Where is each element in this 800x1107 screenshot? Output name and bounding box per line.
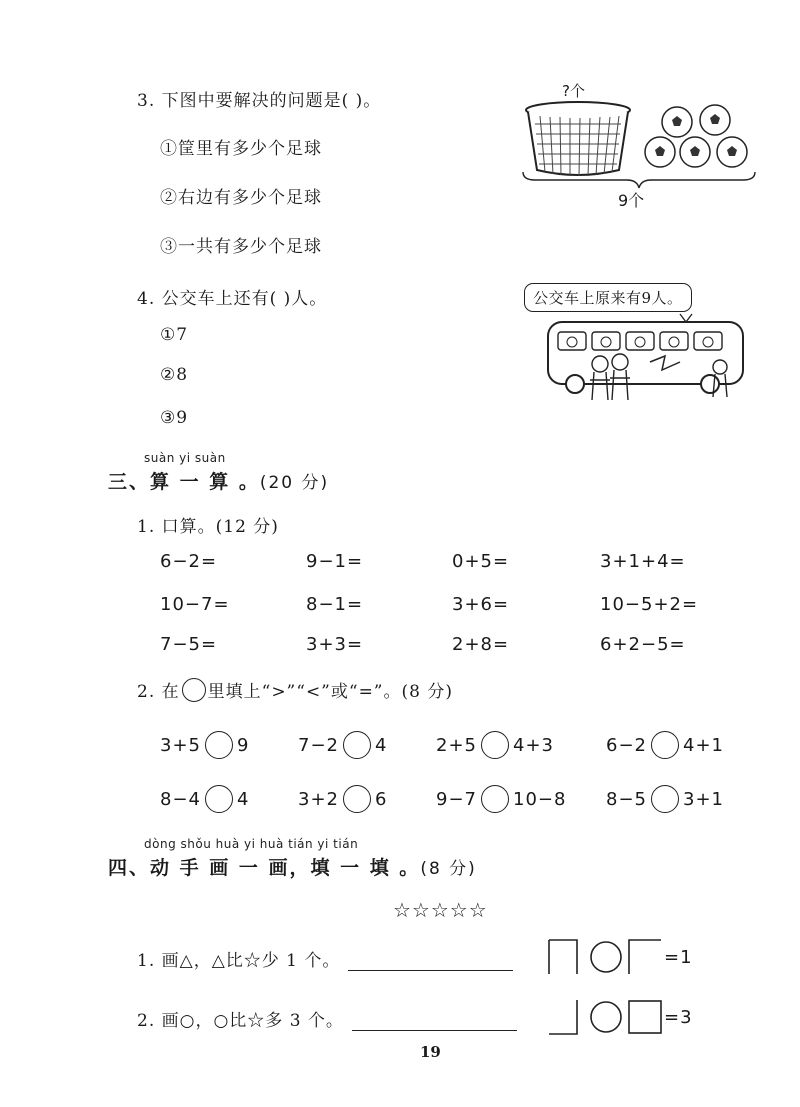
compare-left: 7−2 (298, 734, 339, 756)
compare-right: 9 (237, 734, 250, 756)
answer-circle[interactable] (343, 731, 371, 759)
compare-item (436, 785, 566, 813)
compare-right: 3+1 (683, 788, 724, 810)
calc-item: 10−7= (160, 594, 230, 615)
bus-illustration (540, 312, 755, 407)
compare-item (436, 731, 554, 759)
calc-row (160, 594, 720, 618)
calc-item: 0+5= (452, 551, 510, 572)
q3-option-1: ①筐里有多少个足球 (160, 139, 322, 159)
q3-unknown-label: ?个 (562, 82, 585, 100)
answer-circle[interactable] (205, 785, 233, 813)
item1-text: 1. 画△，△比☆少 1 个。 (137, 951, 341, 971)
q3-stem: 3. 下图中要解决的问题是( )。 (137, 91, 382, 111)
section4-title: 四、动 手 画 一 画，填 一 填 。 (108, 857, 421, 879)
compare-right: 4+3 (513, 734, 554, 756)
q4-option-1: ①7 (160, 325, 189, 345)
q3-option-3: ③一共有多少个足球 (160, 237, 322, 257)
calc-item: 6−2= (160, 551, 218, 572)
answer-circle[interactable] (481, 785, 509, 813)
calc-row (160, 551, 720, 575)
calc-item: 10−5+2= (600, 594, 699, 615)
compare-left: 8−4 (160, 788, 201, 810)
section3-heading (108, 467, 329, 494)
section4-pinyin: dòng shǒu huà yi huà tián yi tián (144, 837, 359, 851)
q4-option-3: ③9 (160, 408, 189, 428)
calc-row (160, 634, 720, 658)
compare-item (298, 731, 387, 759)
compare-item (160, 785, 249, 813)
compare-right: 4+1 (683, 734, 724, 756)
section3-sub1: 1. 口算。(12 分) (137, 517, 279, 537)
section4-score: (8 分) (420, 859, 477, 879)
calc-item: 3+3= (306, 634, 364, 655)
basket-icon (526, 102, 630, 176)
section4-heading (108, 853, 477, 880)
sub2-suffix: 里填上“>”“<”或“=”。(8 分) (207, 682, 453, 702)
q4-option-2: ②8 (160, 365, 189, 385)
calc-item: 9−1= (306, 551, 364, 572)
compare-item (298, 785, 387, 813)
calc-item: 8−1= (306, 594, 364, 615)
section3-title: 三、算 一 算 。 (108, 471, 260, 493)
compare-left: 2+5 (436, 734, 477, 756)
section4-item2 (137, 1006, 517, 1031)
answer-circle[interactable] (651, 785, 679, 813)
drawing-line[interactable] (352, 1016, 517, 1031)
compare-left: 9−7 (436, 788, 477, 810)
answer-circle[interactable] (651, 731, 679, 759)
item1-result: =1 (664, 947, 693, 968)
drawing-line[interactable] (348, 956, 513, 971)
circle-icon (182, 678, 206, 702)
stars-row: ☆☆☆☆☆ (393, 898, 488, 922)
q3-option-2: ②右边有多少个足球 (160, 188, 322, 208)
calc-item: 7−5= (160, 634, 218, 655)
item2-result: =3 (664, 1007, 693, 1028)
compare-item (606, 731, 724, 759)
basket-and-balls-illustration (515, 96, 765, 196)
section3-score: (20 分) (259, 473, 330, 493)
compare-left: 8−5 (606, 788, 647, 810)
calc-item: 3+6= (452, 594, 510, 615)
calc-item: 3+1+4= (600, 551, 686, 572)
q4-stem: 4. 公交车上还有( )人。 (137, 289, 328, 309)
item2-text: 2. 画○，○比☆多 3 个。 (137, 1011, 344, 1031)
compare-left: 6−2 (606, 734, 647, 756)
answer-circle[interactable] (481, 731, 509, 759)
section3-pinyin: suàn yi suàn (144, 451, 226, 465)
speech-bubble: 公交车上原来有9人。 (524, 283, 692, 312)
q3-total-label: 9个 (618, 191, 645, 210)
section3-sub2 (137, 677, 453, 702)
compare-right: 6 (375, 788, 388, 810)
section4-item1 (137, 946, 513, 971)
compare-right: 4 (375, 734, 388, 756)
compare-item (606, 785, 724, 813)
answer-circle[interactable] (205, 731, 233, 759)
calc-item: 6+2−5= (600, 634, 686, 655)
item2-equation-boxes (545, 998, 665, 1038)
football-icons (645, 105, 747, 167)
answer-circle[interactable] (343, 785, 371, 813)
sub2-prefix: 2. 在 (137, 682, 180, 702)
compare-right: 4 (237, 788, 250, 810)
calc-item: 2+8= (452, 634, 510, 655)
item1-equation-boxes (545, 938, 665, 978)
compare-right: 10−8 (513, 788, 567, 810)
compare-item (160, 731, 249, 759)
compare-left: 3+2 (298, 788, 339, 810)
page-number: 19 (420, 1043, 441, 1061)
compare-left: 3+5 (160, 734, 201, 756)
